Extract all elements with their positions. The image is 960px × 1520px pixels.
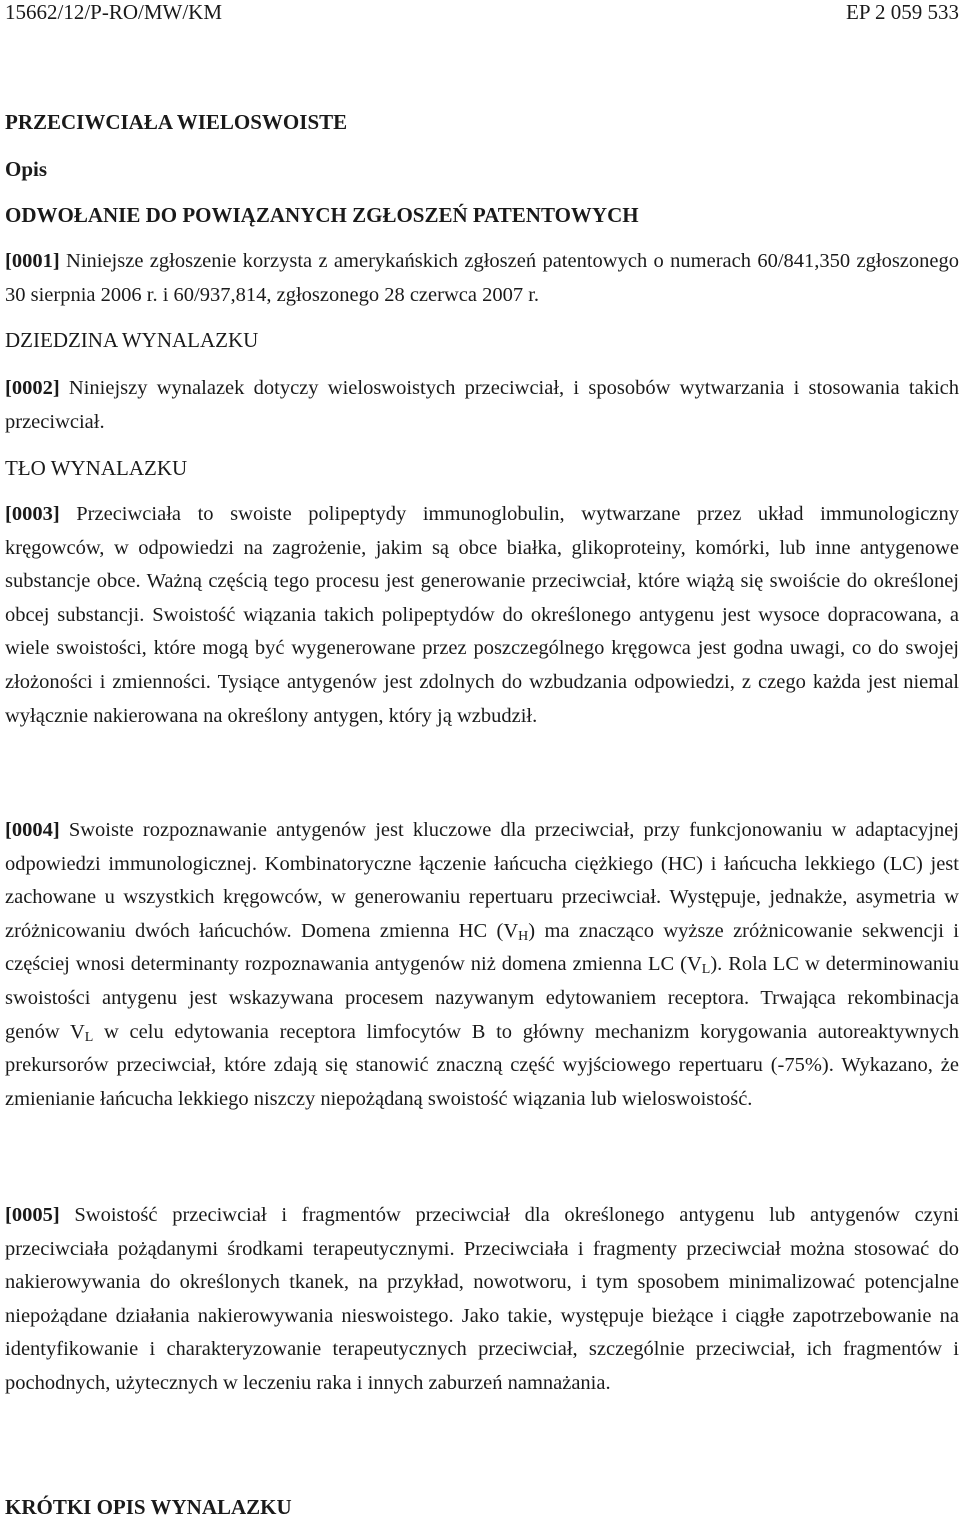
paragraph-number: [0001] [5,250,60,272]
paragraph-text-part-2: ) ma znacząco wyższe zróżnicowanie sekwencji i częściej wnosi determinanty rozpoznawania antygenów niż domena zmienna LC (V [5,919,959,976]
subscript-l: L [701,962,711,978]
description-heading: Opis [5,157,48,181]
background-heading: TŁO WYNALAZKU [5,456,188,480]
paragraph-text: Przeciwciała to swoiste polipeptydy immunoglobulin, wytwarzane przez układ immunologiczny kręgowców, w odpowiedzi na zagrożenie, jakim są obce białka, glikoproteiny, komórki, lub inne antygenowe substancje obce. Ważną częścią tego procesu jest generowanie przeciwciał, które wiążą się swoiście do określonej obcej substancji. Swoistość wiązania takich polipeptydów do określonego antygenu jest wysoce dopracowana, a wiele swoistości, które mogą być wygenerowane przez poszczególnego kręgowca jest godna uwagi, co do swojej złożoności i zmienności. Tysiące antygenów jest zdolnych do wzbudzania odpowiedzi, z czego każda jest niemal wyłącznie nakierowana na określony antygen, który ją wzbudził. [5,503,960,727]
field-of-invention-heading: DZIEDZINA WYNALAZKU [5,328,259,352]
paragraph-0002 [5,372,959,439]
running-header [5,0,959,24]
paragraph-text-part-4: w celu edytowania receptora limfocytów B to główny mechanizm korygowania autoreaktywnych prekursorów przeciwciał, które zdają się stanowić znaczną część wyjściowego repertuaru (-75%). Wykazano, że zmienianie łańcucha lekkiego niszczy niepożądaną swoistość wiązania lub wieloswoistość. [5,1020,959,1110]
document-title: PRZECIWCIAŁA WIELOSWOISTE [5,110,348,134]
paragraph-0001 [5,245,959,312]
document-reference: 15662/12/P-RO/MW/KM [5,0,223,24]
patent-number: EP 2 059 533 [846,0,959,24]
paragraph-text: Swoistość przeciwciał i fragmentów przeciwciał dla określonego antygenu lub antygenów czyni przeciwciała pożądanymi środkami terapeutycznymi. Przeciwciała i fragmenty przeciwciał można stosować do nakierowywania do określonych tkanek, na przykład, nowotworu, i tym sposobem minimalizować potencjalne niepożądane działania nakierowywania nieswoistego. Jako takie, występuje bieżące i ciągłe zapotrzebowanie na identyfikowanie i charakteryzowanie terapeutycznych przeciwciał, szczególnie przeciwciał, ich fragmentów i pochodnych, użytecznych w leczeniu raka i innych zaburzeń namnażania. [5,1204,960,1394]
subscript-h: H [518,928,529,944]
paragraph-0004 [5,814,959,1116]
paragraph-text-part-1: Swoiste rozpoznawanie antygenów jest kluczowe dla przeciwciał, przy funkcjonowaniu w adaptacyjnej odpowiedzi immunologicznej. Kombinatoryczne łączenie łańcucha ciężkiego (HC) i łańcucha lekkiego (LC) jest zachowane u wszystkich kręgowców, w generowaniu repertuaru przeciwciał. Występuje, jednakże, asymetria w zróżnicowaniu dwóch łańcuchów. Domena zmienna HC (V [5,819,959,942]
paragraph-number: [0003] [5,503,60,525]
paragraph-0005 [5,1199,959,1401]
subscript-l: L [84,1029,94,1045]
paragraph-text: Niniejsze zgłoszenie korzysta z amerykańskich zgłoszeń patentowych o numerach 60/841,350 zgłoszonego 30 sierpnia 2006 r. i 60/937,814, zgłoszonego 28 czerwca 2007 r. [5,250,959,306]
paragraph-number: [0004] [5,819,60,841]
paragraph-number: [0002] [5,377,60,399]
paragraph-text: Niniejszy wynalazek dotyczy wieloswoistych przeciwciał, i sposobów wytwarzania i stosowania takich przeciwciał. [5,377,959,433]
paragraph-0003 [5,498,959,733]
summary-heading: KRÓTKI OPIS WYNALAZKU [5,1495,292,1519]
paragraph-text-part-3: ). Rola LC w determinowaniu swoistości antygenu jest wskazywana procesem nazywanym edytowaniem receptora. Trwająca rekombinacja genów V [5,953,960,1043]
related-applications-heading: ODWOŁANIE DO POWIĄZANYCH ZGŁOSZEŃ PATENTOWYCH [5,203,639,227]
paragraph-number: [0005] [5,1204,60,1226]
